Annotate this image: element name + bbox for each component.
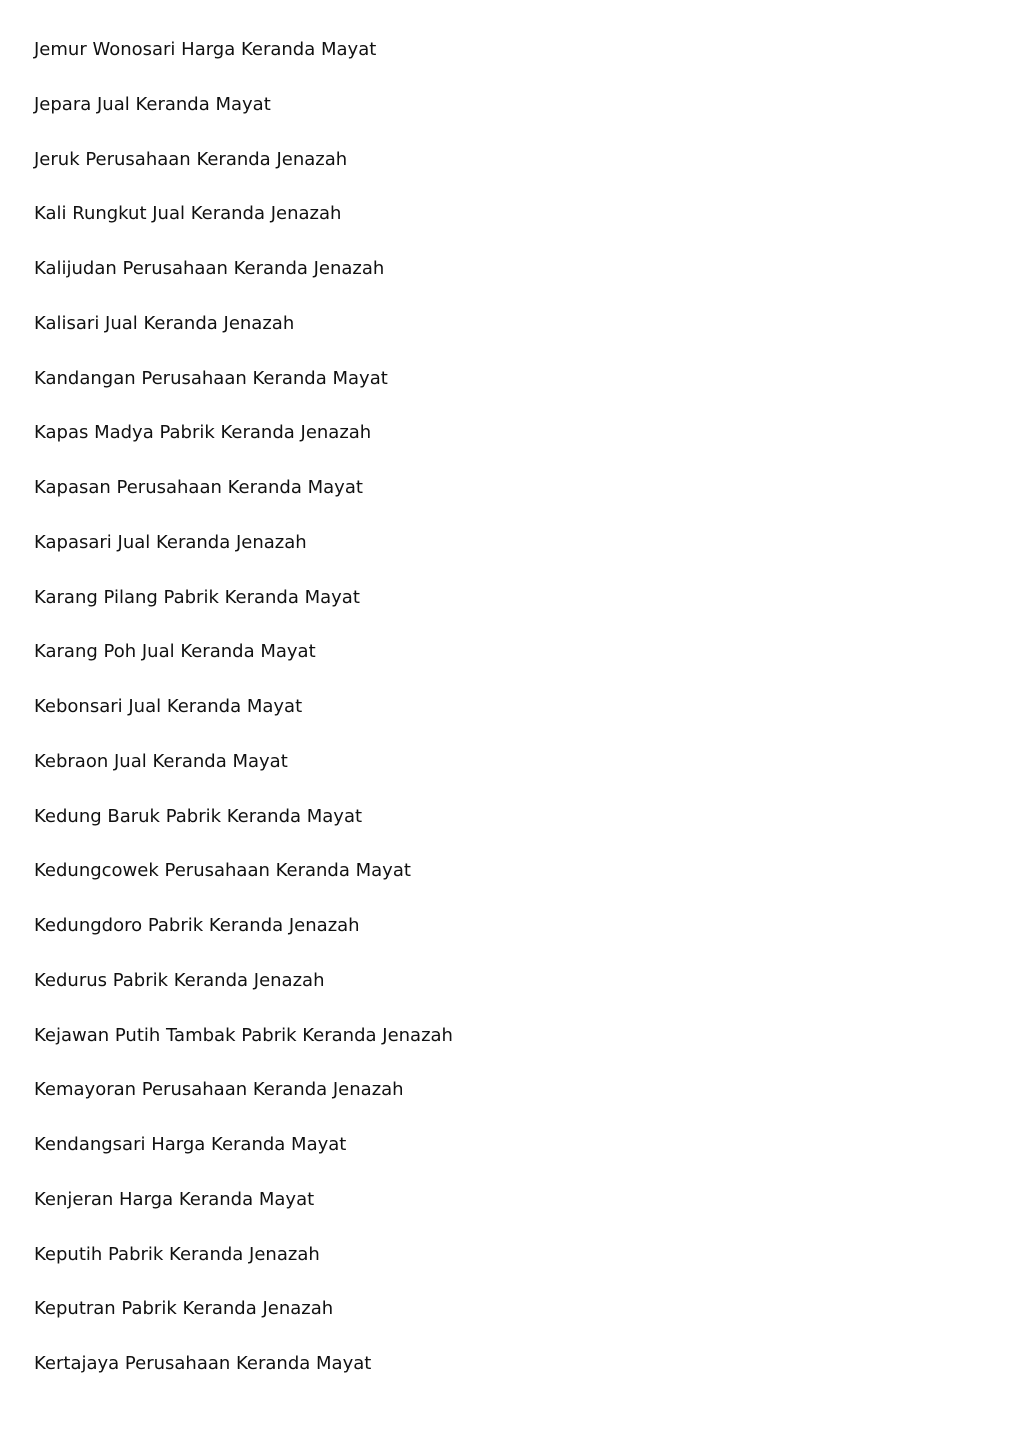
list-item: Karang Poh Jual Keranda Mayat bbox=[34, 641, 316, 663]
list-item: Kejawan Putih Tambak Pabrik Keranda Jenazah bbox=[34, 1024, 453, 1046]
list-item: Kandangan Perusahaan Keranda Mayat bbox=[34, 367, 388, 389]
list-item: Kedungdoro Pabrik Keranda Jenazah bbox=[34, 915, 360, 936]
list-item: Kali Rungkut Jual Keranda Jenazah bbox=[34, 203, 342, 225]
list-item: Kenjeran Harga Keranda Mayat bbox=[34, 1188, 315, 1210]
list-item: Kebraon Jual Keranda Mayat bbox=[34, 750, 288, 772]
keyword-list bbox=[34, 36, 453, 1405]
list-item: Kapasan Perusahaan Keranda Mayat bbox=[34, 477, 363, 498]
list-item: Jemur Wonosari Harga Keranda Mayat bbox=[34, 39, 377, 60]
list-item: Kendangsari Harga Keranda Mayat bbox=[34, 1134, 347, 1155]
list-item: Kedurus Pabrik Keranda Jenazah bbox=[34, 969, 325, 991]
list-item: Keputran Pabrik Keranda Jenazah bbox=[34, 1298, 334, 1320]
list-item: Kebonsari Jual Keranda Mayat bbox=[34, 696, 303, 717]
list-item: Kapasari Jual Keranda Jenazah bbox=[34, 531, 307, 553]
list-item: Keputih Pabrik Keranda Jenazah bbox=[34, 1243, 320, 1265]
list-item: Jepara Jual Keranda Mayat bbox=[34, 93, 271, 115]
list-item: Kapas Madya Pabrik Keranda Jenazah bbox=[34, 422, 372, 444]
list-item: Kalisari Jual Keranda Jenazah bbox=[34, 312, 295, 334]
list-item: Kalijudan Perusahaan Keranda Jenazah bbox=[34, 258, 385, 279]
list-item: Kedung Baruk Pabrik Keranda Mayat bbox=[34, 805, 363, 827]
list-item: Kemayoran Perusahaan Keranda Jenazah bbox=[34, 1079, 404, 1101]
list-item: Karang Pilang Pabrik Keranda Mayat bbox=[34, 586, 360, 608]
list-item: Jeruk Perusahaan Keranda Jenazah bbox=[34, 148, 348, 170]
list-item: Kertajaya Perusahaan Keranda Mayat bbox=[34, 1353, 372, 1374]
list-item: Kedungcowek Perusahaan Keranda Mayat bbox=[34, 860, 411, 882]
